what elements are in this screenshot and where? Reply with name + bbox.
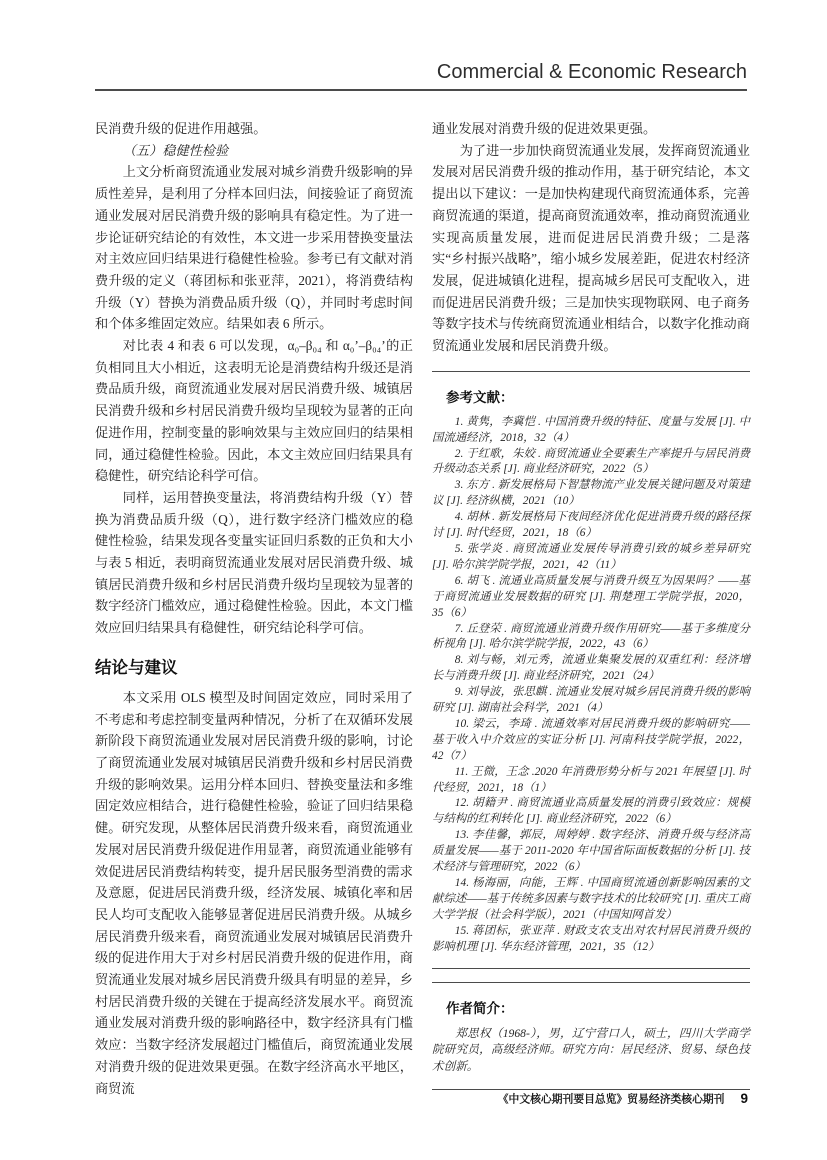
paragraph-suggestions: 为了进一步加快商贸流通业发展，发挥商贸流通业发展对居民消费升级的推动作用，基于研究结论，本文提出以下建议：一是加快构建现代商贸流通体系，完善商贸流通的渠道，提高商贸流通效率，推动商贸流通业实现高质量发展，进而促进居民消费升级；二是落实“乡村振兴战略”，缩小城乡发展差距，促进农村经济发展，促进城镇化进程，提高城乡居民可支配收入，进而促进居民消费升级；三是加快实现物联网、电子商务等数字技术与传统商贸流通业相结合，以数字化推动商贸流通业发展和居民消费升级。 [432, 142, 750, 354]
page-header [95, 60, 747, 91]
reference-item: 7. 丘登荣 . 商贸流通业消费升级作用研究——基于多维度分析视角 [J]. 哈尔滨学院学报，2022，43（6） [432, 622, 750, 651]
reference-item: 8. 刘与畅，刘元秀，流通业集聚发展的双重红利：经济增长与消费升级 [J]. 商业经济研究，2021（24） [432, 654, 750, 683]
reference-item: 5. 张学炎 . 商贸流通业发展传导消费引致的城乡差异研究 [J]. 哈尔滨学院学报，2021，42（11） [432, 542, 750, 571]
reference-item: 3. 东方 . 新发展格局下智慧物流产业发展关键问题及对策建议 [J]. 经济纵横，2021（10） [432, 479, 750, 508]
paragraph-robustness-1: 上文分析商贸流通业发展对城乡消费升级影响的异质性差异，是利用了分样本回归法，间接验证了商贸流通业发展对居民消费升级的影响具有稳定性。为了进一步论证研究结论的有效性，本文进一步采用替换变量法对主效应回归结果进行稳健性检验。参考已有文献对消费升级的定义（蒋团标和张亚萍，2021），将消费结构升级（Y）替换为消费品质升级（Q），并同时考虑时间和个体多维固定效应。结果如表 6 所示。 [95, 164, 413, 332]
footer-journal-label: 《中文核心期刊要目总览》贸易经济类核心期刊 [497, 1093, 725, 1106]
right-column [432, 118, 750, 1090]
page-footer [95, 1090, 748, 1108]
reference-item: 4. 胡林 . 新发展格局下夜间经济优化促进消费升级的路径探讨 [J]. 时代经贸，2021，18（6） [432, 511, 750, 540]
reference-item: 13. 李佳馨，郭辰，周婷婷 . 数字经济、消费升级与经济高质量发展——基于 2011-2020 年中国省际面板数据的分析 [J]. 技术经济与管理研究，2022（6） [432, 829, 750, 874]
reference-item: 1. 黄隽，李冀恺 . 中国消费升级的特征、度量与发展 [J]. 中国流通经济，2018，32（4） [432, 415, 750, 444]
author-heading: 作者简介： [446, 1000, 514, 1016]
references-heading: 参考文献： [446, 389, 514, 405]
reference-item: 6. 胡飞 . 流通业高质量发展与消费升级互为因果吗？——基于商贸流通业发展数据的研究 [J]. 荆楚理工学院学报，2020，35（6） [432, 574, 750, 619]
left-column [95, 118, 413, 1099]
reference-item: 11. 王微，王念 .2020 年消费形势分析与 2021 年展望 [J]. 时代经贸，2021，18（1） [432, 765, 750, 794]
reference-item: 10. 梁云，李琦 . 流通效率对居民消费升级的影响研究——基于收入中介效应的实证分析 [J]. 河南科技学院学报，2022，42（7） [432, 717, 750, 762]
continuation-line: 通业发展对消费升级的促进效果更强。 [432, 121, 657, 136]
page-number: 9 [740, 1091, 748, 1107]
journal-title-en: Commercial & Economic Research [436, 61, 747, 83]
references-top-rule [432, 371, 750, 372]
reference-item: 14. 杨海丽，向能，王辉 . 中国商贸流通创新影响因素的文献综述——基于传统多因素与数字技术的比较研究 [J]. 重庆工商大学学报（社会科学版），2021（中国知网首发） [432, 877, 750, 921]
paragraph-robustness-2: 对比表 4 和表 6 可以发现，α₀–β₀₄ 和 α₀’–β₀₄’的正负相同且大小相近，这表明无论是消费结构升级还是消费品质升级，商贸流通业发展对居民消费升级、城镇居民消费升级和乡村居民消费升级均呈现较为显著的正向促进作用，控制变量的影响效果与主效应回归的结果相同，通过稳健性检验。因此，本文主效应回归结果具有稳健性，研究结论科学可信。 [95, 338, 413, 484]
continuation-line: 民消费升级的促进作用越强。 [95, 121, 267, 136]
reference-item: 2. 于红歌，朱姣 . 商贸流通业全要素生产率提升与居民消费升级动态关系 [J]. 商业经济研究，2022（5） [432, 447, 750, 476]
section5-subheading: （五）稳健性检验 [122, 142, 229, 158]
reference-item: 15. 蒋团标，张亚萍 . 财政支农支出对农村居民消费升级的影响机理 [J]. 华东经济管理，2021，35（12） [432, 924, 750, 953]
reference-item: 9. 刘导波，张思麒 . 流通业发展对城乡居民消费升级的影响研究 [J]. 湖南社会科学，2021（4） [432, 686, 750, 715]
author-section-divider [432, 968, 750, 983]
reference-item: 12. 胡籍尹 . 商贸流通业高质量发展的消费引致效应：规模与结构的红利转化 [J]. 商业经济研究，2022（6） [432, 797, 750, 826]
header-rule [95, 89, 747, 91]
conclusion-heading: 结论与建议 [95, 658, 178, 677]
paragraph-robustness-3: 同样，运用替换变量法，将消费结构升级（Y）替换为消费品质升级（Q），进行数字经济门槛效应的稳健性检验，结果发现各变量实证回归系数的正负和大小与表 5 相近，表明商贸流通业发展对居民消费升级、城镇居民消费升级和乡村居民消费升级均呈现较为显著的数字经济门槛效应，通过稳健性检验。因此，本文门槛效应回归结果具有稳健性，研究结论科学可信。 [95, 489, 413, 636]
paragraph-conclusion: 本文采用 OLS 模型及时间固定效应，同时采用了不考虑和考虑控制变量两种情况，分析了在双循环发展新阶段下商贸流通业发展对居民消费升级的影响，讨论了商贸流通业发展对城镇居民消费升级和乡村居民消费升级的影响效果。运用分样本回归、替换变量法和多维固定效应相结合，进行稳健性检验，验证了回归结果稳健。研究发现，从整体居民消费升级来看，商贸流通业发展对居民消费升级促进作用显著，商贸流通业能够有效促进居民消费结构转变，提升居民服务型消费的需求及意愿，促进居民消费升级，经济发展、城镇化率和居民人均可支配收入能够显著促进居民消费升级。从城乡居民消费升级来看，商贸流通业发展对城镇居民消费升级的促进作用大于对乡村居民消费升级的促进作用，商贸流通业发展对城乡居民消费升级具有明显的差异，乡村居民消费升级的关键在于提高经济发展水平。商贸流通业发展对消费升级的影响路径中，数字经济具有门槛效应：当数字经济发展超过门槛值后，商贸流通业发展对消费升级的促进效果更强。在数字经济高水平地区，商贸流 [95, 689, 413, 1096]
author-bio: 郑思权（1968-），男，辽宁营口人，硕士，四川大学商学院研究员，高级经济师。研究方向：居民经济、贸易、绿色技术创新。 [432, 1026, 750, 1073]
